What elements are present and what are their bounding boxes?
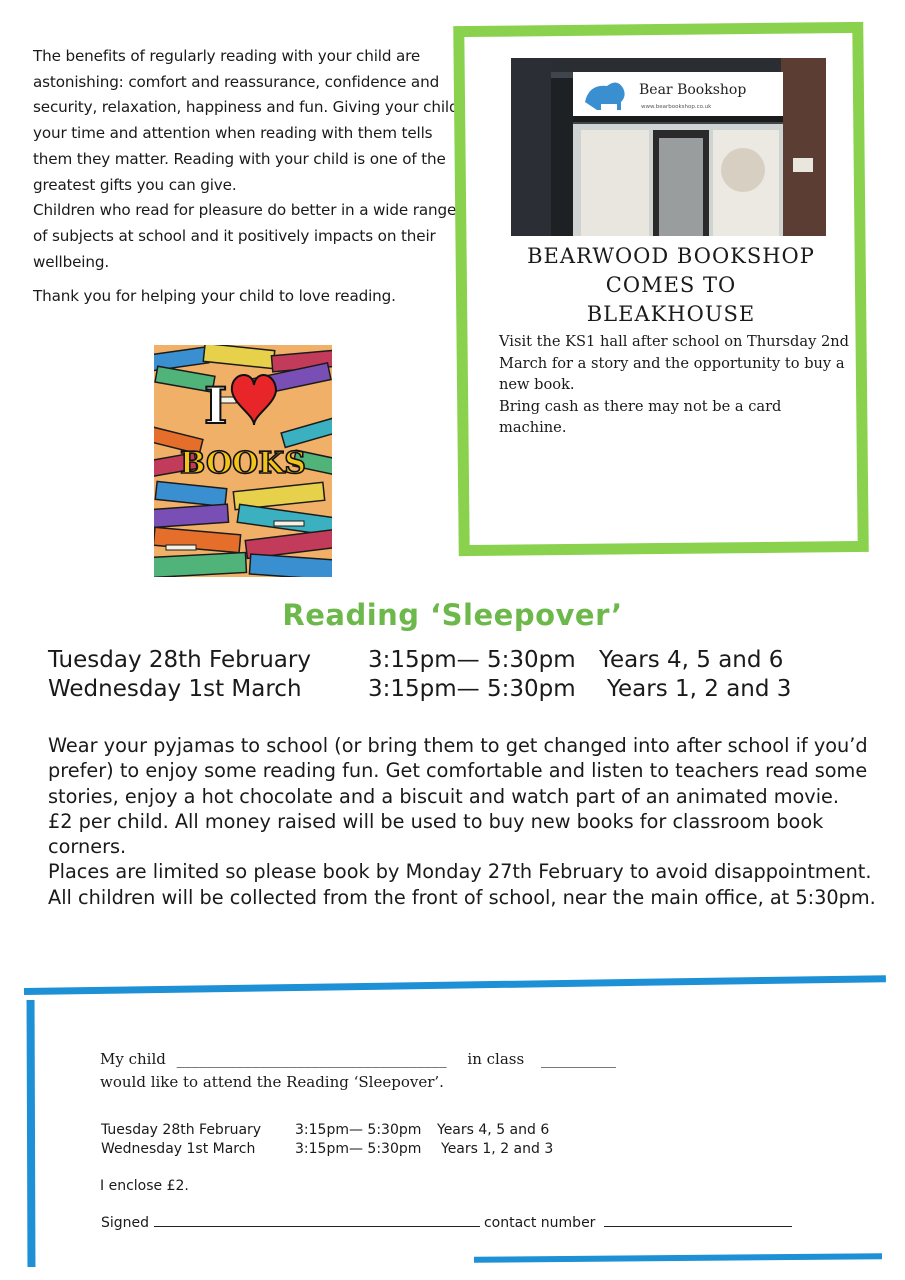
form-schedule-day: Tuesday 28th February (101, 1122, 262, 1138)
form-schedule (101, 1121, 661, 1159)
form-schedule-time: 3:15pm— 5:30pm (295, 1122, 422, 1138)
schedule-time: 3:15pm— 5:30pm (368, 647, 576, 673)
form-border-top (24, 975, 886, 995)
bookshop-title-line-3: BLEAKHOUSE (586, 302, 756, 326)
contact-number-field[interactable] (604, 1212, 792, 1227)
bookshop-title-line-1: BEARWOOD BOOKSHOP (527, 244, 815, 268)
bookshop-details (499, 331, 849, 439)
schedule-row (48, 675, 868, 704)
form-signed-label: Signed (101, 1215, 150, 1231)
form-schedule-years: Years 1, 2 and 3 (441, 1141, 554, 1157)
form-schedule-row (101, 1140, 661, 1159)
form-contact-label: contact number (483, 1215, 596, 1231)
schedule-time: 3:15pm— 5:30pm (368, 676, 576, 702)
sleepover-para-3: Places are limited so please book by Monday 27th February to avoid disappointment. All children will be collected from the front of school, near the main office, at 5:30pm. (48, 860, 876, 909)
child-name-field[interactable]: ____________________________________ (176, 1050, 447, 1068)
intro-paragraph-3: Thank you for helping your child to love reading. (33, 287, 396, 306)
form-signature-line (101, 1212, 792, 1231)
form-enclose: I enclose £2. (100, 1178, 189, 1194)
form-in-class-label: in class (467, 1050, 525, 1068)
form-schedule-years: Years 4, 5 and 6 (437, 1122, 550, 1138)
poster-letter-i: I (204, 376, 228, 435)
shop-sign-url: www.bearbookshop.co.uk (641, 104, 712, 110)
sleepover-para-2: £2 per child. All money raised will be used to buy new books for classroom book corners. (48, 809, 824, 859)
intro-paragraph-2: Children who read for pleasure do better in a wide range of subjects at school and it positively impacts on their wellbeing. (33, 201, 457, 271)
schedule-years: Years 1, 2 and 3 (607, 676, 792, 702)
form-schedule-time: 3:15pm— 5:30pm (295, 1141, 422, 1157)
form-child-line (100, 1050, 616, 1068)
poster-word-books: BOOKS (180, 446, 306, 481)
schedule-day: Wednesday 1st March (48, 676, 302, 702)
sleepover-description (48, 733, 878, 910)
bookshop-cash-text: Bring cash as there may not be a card machine. (499, 397, 782, 436)
form-border-left (27, 1000, 36, 1267)
shopfront-image (511, 58, 826, 236)
sleepover-para-1: Wear your pyjamas to school (or bring them to get changed into after school if you’d prefer) to enjoy some reading fun. Get comfortable and listen to teachers read some stories, enjoy a hot chocolate and a biscuit and watch part of an animated movie. (48, 734, 868, 808)
form-would-like: would like to attend the Reading ‘Sleepover’. (100, 1073, 444, 1091)
bookshop-title (487, 242, 855, 329)
intro-paragraph-1: The benefits of regularly reading with your child are astonishing: comfort and reassurance, confidence and security, relaxation, happiness and fun. Giving your child your time and attention when reading with them tells them they matter. Reading with your child is one of the greatest gifts you can give. (33, 47, 459, 194)
signature-field[interactable] (154, 1212, 480, 1227)
book-pile-illustration (154, 345, 332, 577)
sleepover-title: Reading ‘Sleepover’ (282, 598, 623, 632)
shop-sign-name: Bear Bookshop (639, 82, 747, 98)
form-border-bottom (474, 1253, 882, 1263)
intro-text (33, 44, 463, 310)
bookshop-visit-text: Visit the KS1 hall after school on Thursday 2nd March for a story and the opportunity to buy a new book. (499, 333, 849, 393)
bookshop-title-line-2: COMES TO (605, 273, 737, 297)
schedule-row (48, 646, 868, 675)
sleepover-schedule (48, 646, 868, 704)
i-love-books-poster (154, 345, 332, 577)
form-my-child-label: My child (100, 1050, 166, 1068)
bookshop-photo (511, 58, 826, 236)
schedule-years: Years 4, 5 and 6 (599, 647, 784, 673)
class-field[interactable]: __________ (540, 1050, 616, 1068)
schedule-day: Tuesday 28th February (48, 647, 311, 673)
form-schedule-day: Wednesday 1st March (101, 1141, 256, 1157)
form-schedule-row (101, 1121, 661, 1140)
